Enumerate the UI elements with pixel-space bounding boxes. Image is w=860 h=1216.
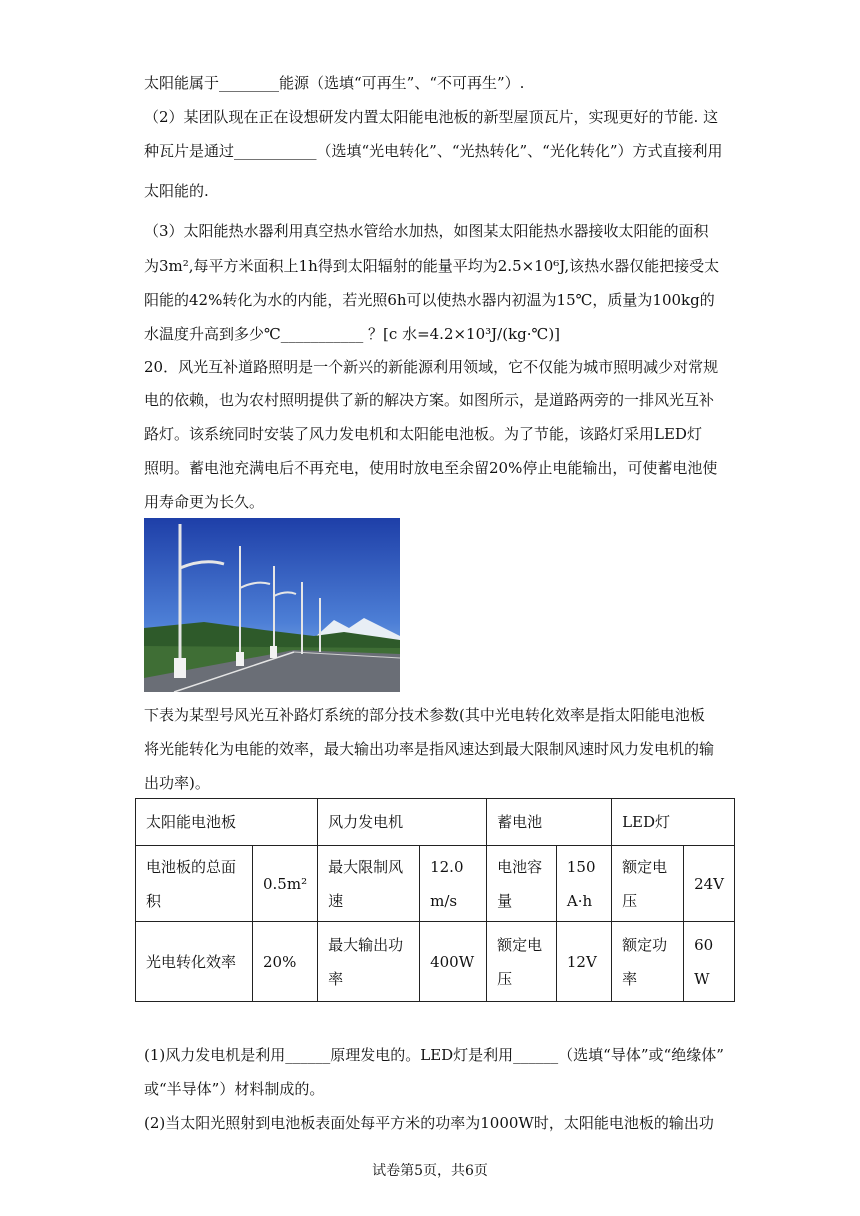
- specs-table: [135, 798, 735, 1002]
- table-cell: 最大输出功率: [318, 922, 420, 1002]
- table-cell: 额定电压: [612, 846, 684, 922]
- table-cell: 0.5m²: [253, 846, 318, 922]
- table-cell: 12.0m/s: [420, 846, 487, 922]
- text-line: 太阳能属于________能源（选填“可再生”、“不可再生”）.: [144, 74, 525, 92]
- table-cell: 光电转化效率: [136, 922, 253, 1002]
- text-line: 种瓦片是通过___________（选填“光电转化”、“光热转化”、“光化转化”）方式直接利用: [144, 142, 723, 160]
- question-line: 或“半导体”）材料制成的。: [144, 1080, 325, 1098]
- table-cell: 24V: [684, 846, 735, 922]
- text-line: （2）某团队现在正在设想研发内置太阳能电池板的新型屋顶瓦片，实现更好的节能. 这: [144, 108, 719, 126]
- text-line: 太阳能的.: [144, 182, 209, 200]
- table-header-row: [136, 799, 735, 846]
- text-line: （3）太阳能热水器利用真空热水管给水加热，如图某太阳能热水器接收太阳能的面积: [144, 222, 709, 240]
- text-line: 阳能的42%转化为水的内能，若光照6h可以使热水器内初温为15℃，质量为100kg的: [144, 291, 715, 309]
- table-header-cell: 太阳能电池板: [136, 799, 318, 846]
- text-line: 电的依赖，也为农村照明提供了新的解决方案。如图所示，是道路两旁的一排风光互补: [144, 391, 715, 409]
- text-line: 用寿命更为长久。: [144, 493, 265, 511]
- question-20-text: 20．风光互补道路照明是一个新兴的新能源利用领域，它不仅能为城市照明减少对常规: [144, 358, 719, 376]
- text-line: 为3m²,每平方米面积上1h得到太阳辐射的能量平均为2.5×10⁶J,该热水器仅能把接受太: [144, 257, 720, 275]
- text-line: 下表为某型号风光互补路灯系统的部分技术参数(其中光电转化效率是指太阳能电池板: [144, 706, 705, 724]
- table-cell: 最大限制风速: [318, 846, 420, 922]
- table-cell: 400W: [420, 922, 487, 1002]
- table-cell: 电池容量: [487, 846, 557, 922]
- table-header-cell: 风力发电机: [318, 799, 487, 846]
- text-line: 出功率)。: [144, 774, 210, 792]
- table-cell: 20%: [253, 922, 318, 1002]
- table-row: [136, 922, 735, 1002]
- table-cell: 12V: [556, 922, 611, 1002]
- table-header-cell: LED灯: [612, 799, 735, 846]
- table-cell: 60W: [684, 922, 735, 1002]
- page-footer: 试卷第5页，共6页: [372, 1163, 488, 1179]
- text-line: 水温度升高到多少℃___________ ？[c 水=4.2×10³J/(kg·℃)]: [144, 325, 561, 343]
- text-line: 照明。蓄电池充满电后不再充电，使用时放电至余留20%停止电能输出，可使蓄电池使: [144, 459, 718, 477]
- table-cell: 额定功率: [612, 922, 684, 1002]
- question-line: (1)风力发电机是利用______原理发电的。LED灯是利用______（选填“导体”或“绝缘体”: [144, 1046, 724, 1064]
- table-row: [136, 846, 735, 922]
- table-cell: 电池板的总面积: [136, 846, 253, 922]
- table-cell: 150A·h: [556, 846, 611, 922]
- street-light-photo: [144, 518, 400, 692]
- question-line: (2)当太阳光照射到电池板表面处每平方米的功率为1000W时，太阳能电池板的输出功: [144, 1114, 714, 1132]
- text-line: 将光能转化为电能的效率，最大输出功率是指风速达到最大限制风速时风力发电机的输: [144, 740, 715, 758]
- table-header-cell: 蓄电池: [487, 799, 612, 846]
- table-cell: 额定电压: [487, 922, 557, 1002]
- text-line: 路灯。该系统同时安装了风力发电机和太阳能电池板。为了节能，该路灯采用LED灯: [144, 425, 702, 443]
